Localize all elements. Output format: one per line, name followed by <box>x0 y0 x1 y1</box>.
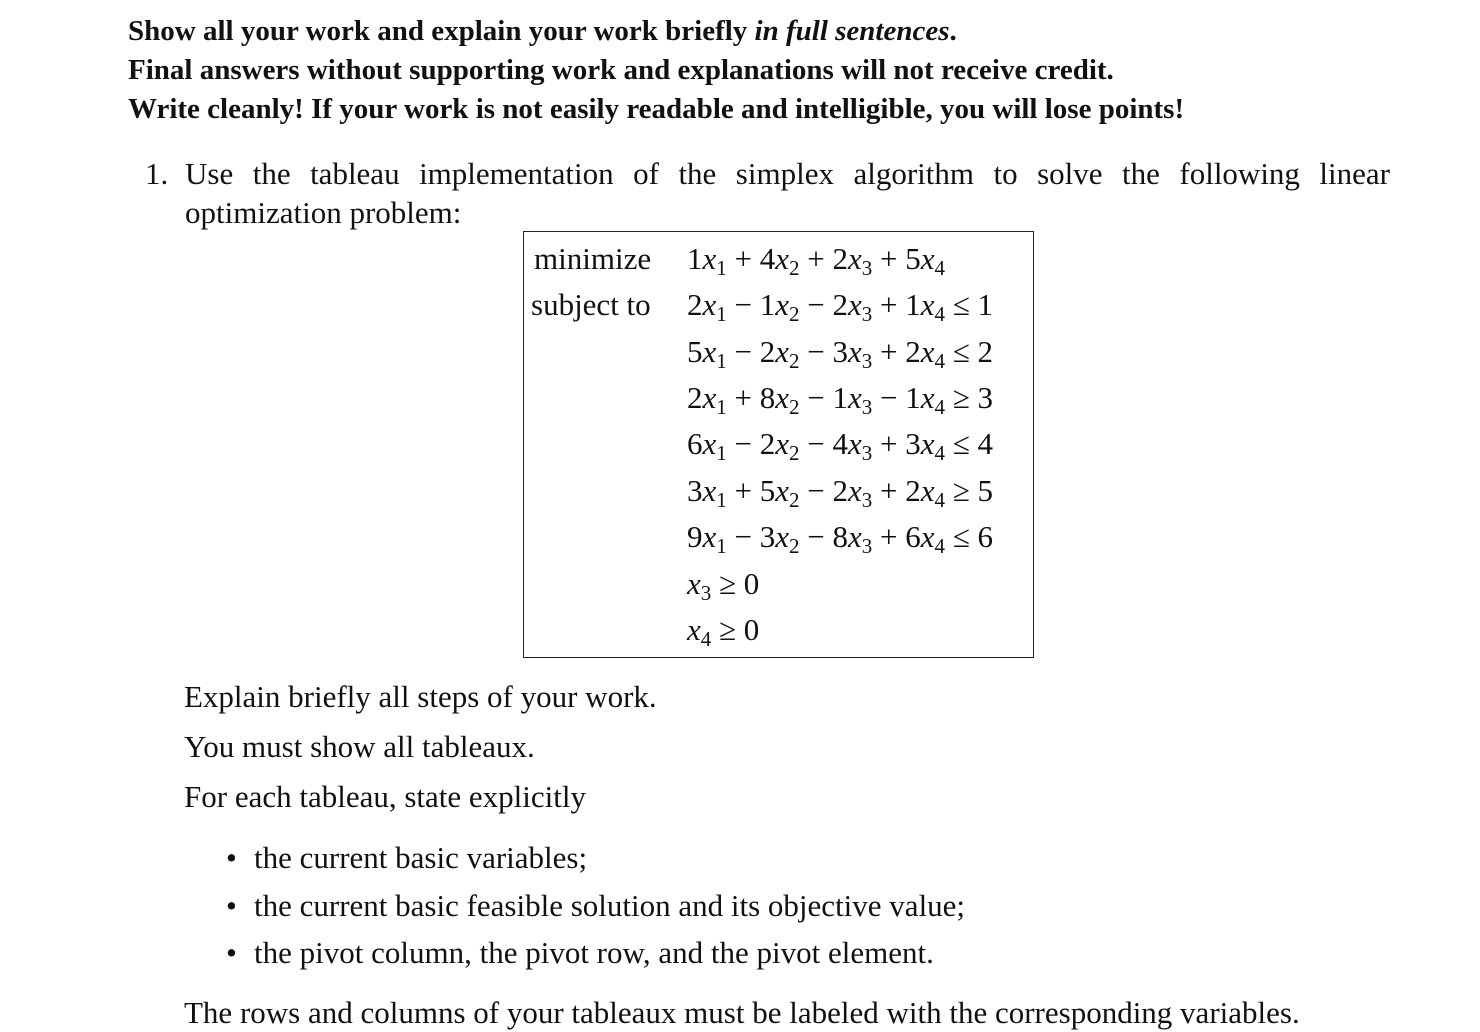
list-item: • the current basic feasible solution and its objective value; <box>226 887 966 923</box>
bullet-icon: • <box>226 887 237 923</box>
instruction-emphasis: in full sentences <box>754 15 950 47</box>
lp-constraint-5: $3x_1 + 5x_2 - 2x_3 + 2x_4 \ge 5$ <box>687 473 994 512</box>
instruction-line-2: Final answers without supporting work and explanations will not receive credit. <box>128 54 1114 86</box>
explain-steps-text: Explain briefly all steps of your work. <box>184 679 657 714</box>
lp-constraint-row <box>524 285 1033 325</box>
lp-constraint-1: $2x_1 - 1x_2 - 2x_3 + 1x_4 \le 1$ <box>687 287 994 326</box>
lp-nonneg-x4: $x_4 \ge 0$ <box>687 612 760 651</box>
instruction-line-3: Write cleanly! If your work is not easily readable and intelligible, you will lose points! <box>128 93 1185 125</box>
lp-constraint-2: $5x_1 - 2x_2 - 3x_3 + 2x_4 \le 2$ <box>687 334 994 373</box>
lp-objective-label: minimize <box>534 241 652 276</box>
problem-1 <box>145 154 1390 232</box>
for-each-tableau-text: For each tableau, state explicitly <box>184 779 586 814</box>
problem-number: 1. <box>145 156 169 191</box>
requirements-list <box>226 838 965 981</box>
problem-statement: Use the tableau implementation of the simplex algorithm to solve the following linear optimization problem: <box>185 156 1390 230</box>
lp-constraint-6: $9x_1 - 3x_2 - 8x_3 + 6x_4 \le 6$ <box>687 519 994 558</box>
list-item: • the pivot column, the pivot row, and the pivot element. <box>226 935 934 970</box>
lp-objective-row <box>524 239 1033 279</box>
list-item: • the current basic variables; <box>226 840 588 875</box>
show-tableaux-text: You must show all tableaux. <box>184 729 535 764</box>
lp-constraint-4: $6x_1 - 2x_2 - 4x_3 + 3x_4 \le 4$ <box>687 426 994 465</box>
bullet-icon: • <box>226 840 237 875</box>
bullet-icon: • <box>226 935 237 970</box>
linear-program-box <box>523 231 1034 658</box>
lp-nonneg-x3: $x_3 \ge 0$ <box>687 566 760 605</box>
instruction-line-1: Show all your work and explain your work briefly in full sentences. <box>128 15 957 47</box>
lp-objective: $1x_1 + 4x_2 + 2x_3 + 5x_4$ <box>687 241 946 280</box>
labels-note-text: The rows and columns of your tableaux must be labeled with the corresponding variables. <box>184 995 1300 1030</box>
lp-constraint-3: $2x_1 + 8x_2 - 1x_3 - 1x_4 \ge 3$ <box>687 380 994 419</box>
lp-constraints-label: subject to <box>531 287 651 322</box>
instructions-block <box>128 12 1184 129</box>
